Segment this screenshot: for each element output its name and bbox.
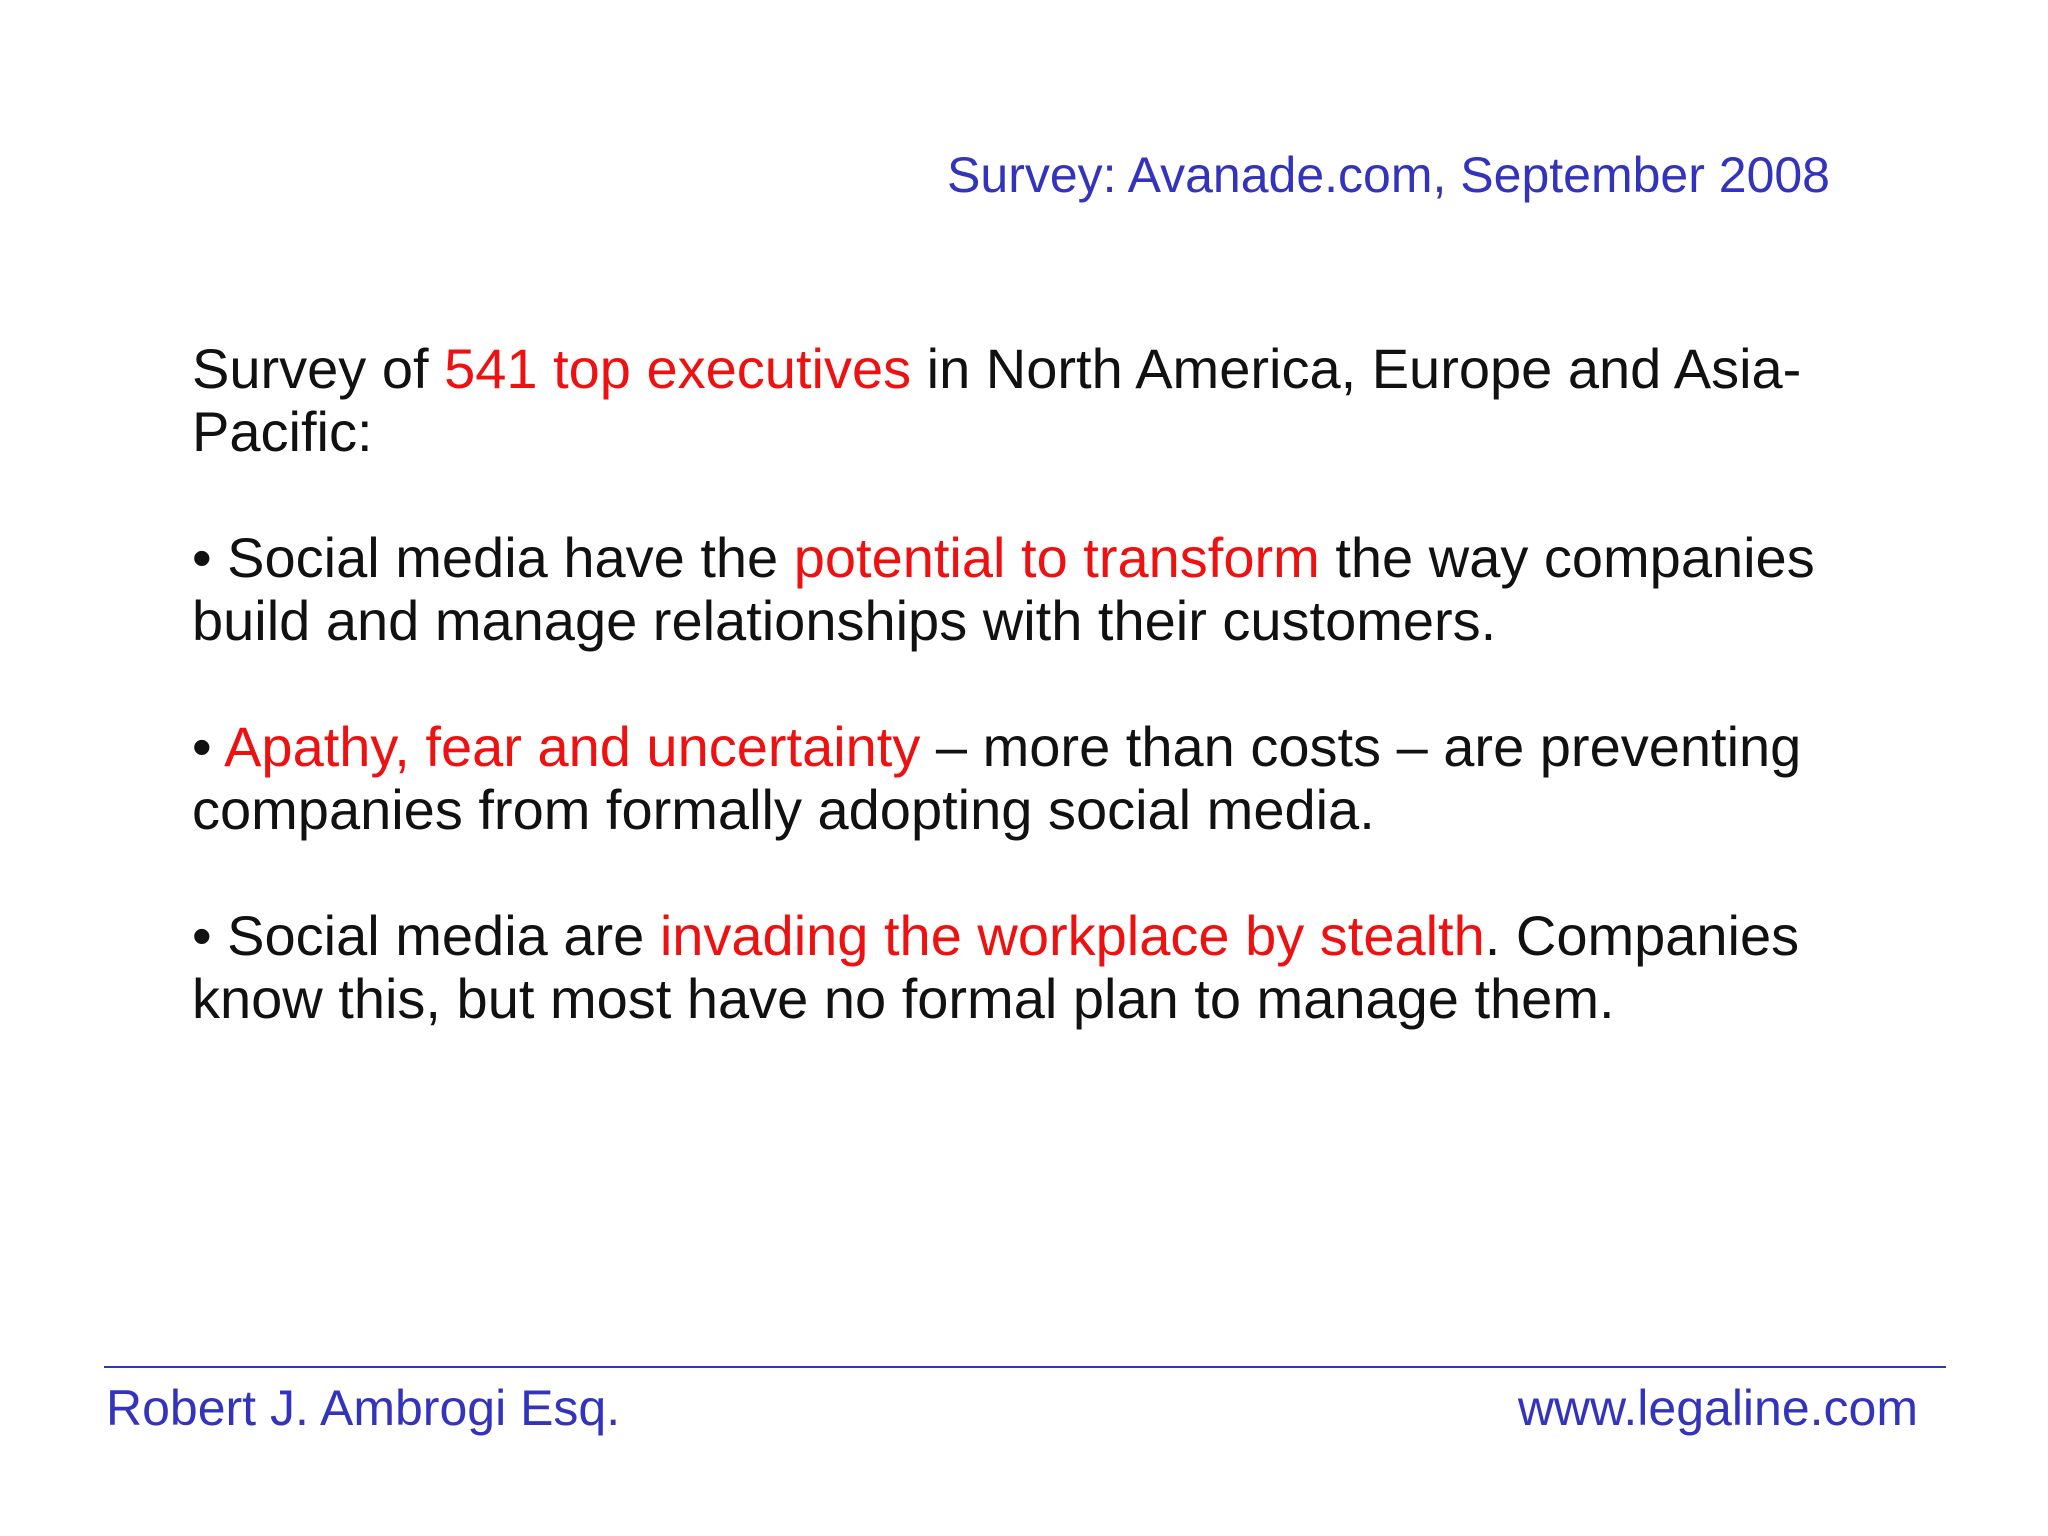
bullet-item xyxy=(192,715,1872,841)
bullet-icon: • xyxy=(192,526,212,589)
bullet-text-post: – more than costs – are preventing companies from formally adopting social media. xyxy=(192,715,1802,841)
bullet-text-pre xyxy=(212,715,224,778)
intro-text-pre: Survey of xyxy=(192,337,445,400)
bullet-text-post: . Companies know this, but most have no formal plan to manage them. xyxy=(192,904,1800,1030)
bullet-highlight: Apathy, fear and uncertainty xyxy=(224,715,921,778)
bullet-text-post: the way companies build and manage relationships with their customers. xyxy=(192,526,1815,652)
bullet-text-pre: Social media are xyxy=(211,904,660,967)
footer-website-link[interactable]: www.legaline.com xyxy=(1517,1380,1918,1436)
intro-highlight: 541 top executives xyxy=(444,337,912,400)
slide-body xyxy=(192,337,1872,1093)
intro-text-post: in North America, Europe and Asia-Pacific: xyxy=(192,337,1802,463)
bullet-text-pre: Social media have the xyxy=(211,526,794,589)
bullet-icon: • xyxy=(192,715,212,778)
footer-author: Robert J. Ambrogi Esq. xyxy=(106,1380,621,1436)
bullet-highlight: potential to transform xyxy=(793,526,1320,589)
bullet-highlight: invading the workplace by stealth xyxy=(659,904,1485,967)
intro-paragraph xyxy=(192,337,1872,463)
bullet-item xyxy=(192,526,1872,652)
survey-source: Survey: Avanade.com, September 2008 xyxy=(947,147,1830,203)
bullet-icon: • xyxy=(192,904,212,967)
bullet-item xyxy=(192,904,1872,1030)
footer-divider xyxy=(104,1366,1946,1368)
